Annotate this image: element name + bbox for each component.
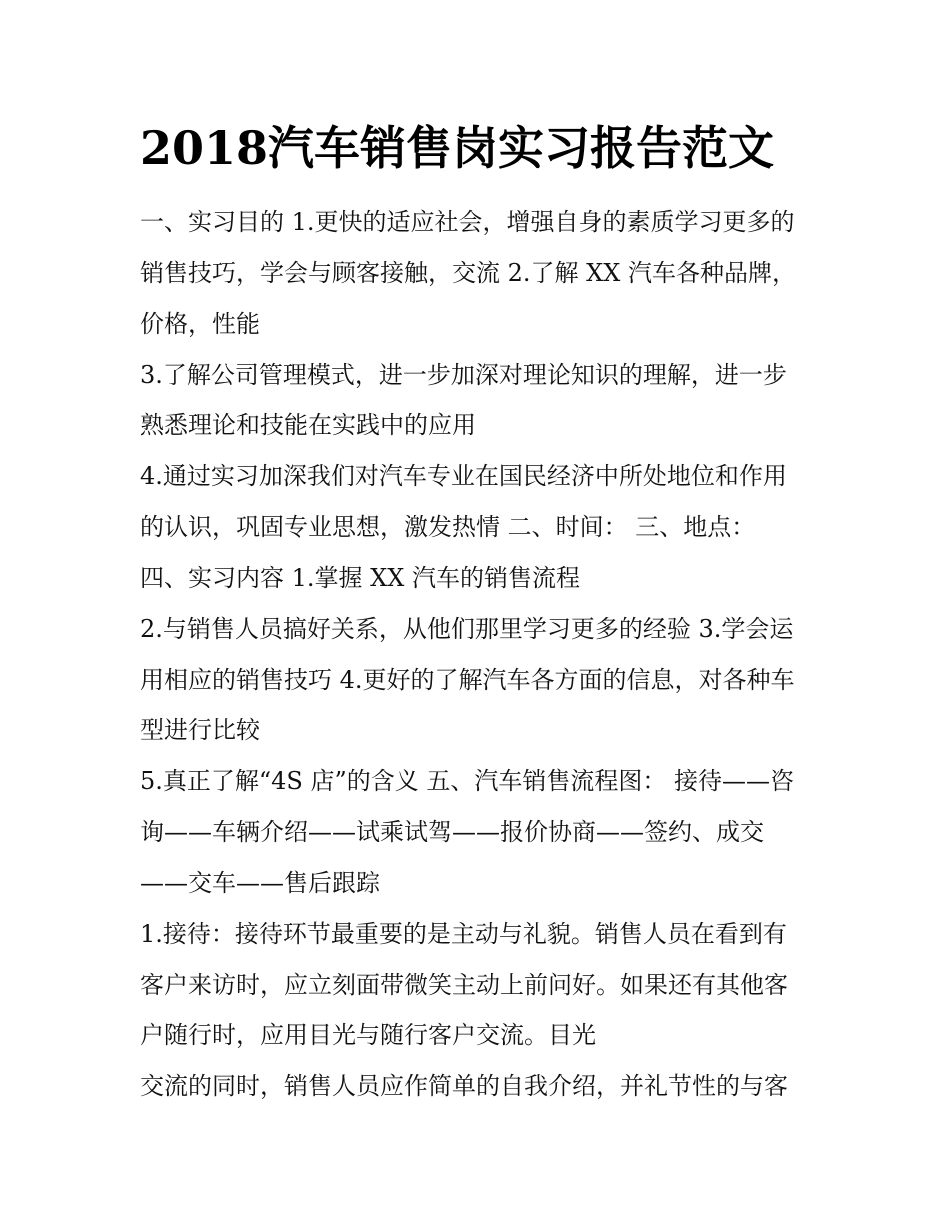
body-line: 四、实习内容 1.掌握 XX 汽车的销售流程: [140, 564, 580, 592]
body-line: 交流的同时，销售人员应作简单的自我介绍，并礼节性的与客: [140, 1072, 788, 1100]
body-line: 销售技巧，学会与顾客接触，交流 2.了解 XX 汽车各种品牌，: [140, 259, 796, 287]
body-line: 3.了解公司管理模式，进一步加深对理论知识的理解，进一步: [140, 361, 787, 389]
body-line: ——交车——售后跟踪: [140, 869, 380, 897]
body-line: 户随行时，应用目光与随行客户交流。目光: [140, 1021, 596, 1049]
body-line: 5.真正了解“4S 店”的含义 五、汽车销售流程图： 接待——咨: [140, 767, 795, 795]
body-line: 1.接待：接待环节最重要的是主动与礼貌。销售人员在看到有: [140, 920, 787, 948]
body-line: 熟悉理论和技能在实践中的应用: [140, 411, 476, 439]
body-line: 价格，性能: [140, 310, 260, 338]
body-line: 4.通过实习加深我们对汽车专业在国民经济中所处地位和作用: [140, 462, 787, 490]
body-line: 客户来访时，应立刻面带微笑主动上前问好。如果还有其他客: [140, 971, 788, 999]
body-line: 用相应的销售技巧 4.更好的了解汽车各方面的信息，对各种车: [140, 666, 795, 694]
body-line: 一、实习目的 1.更快的适应社会，增强自身的素质学习更多的: [140, 208, 795, 236]
body-line: 2.与销售人员搞好关系，从他们那里学习更多的经验 3.学会运: [140, 615, 794, 643]
body-line: 询——车辆介绍——试乘试驾——报价协商——签约、成交: [140, 818, 764, 846]
body-line: 型进行比较: [140, 716, 260, 744]
document-title: 2018汽车销售岗实习报告范文: [140, 121, 775, 175]
body-line: 的认识，巩固专业思想，激发热情 二、时间： 三、地点：: [140, 513, 756, 541]
